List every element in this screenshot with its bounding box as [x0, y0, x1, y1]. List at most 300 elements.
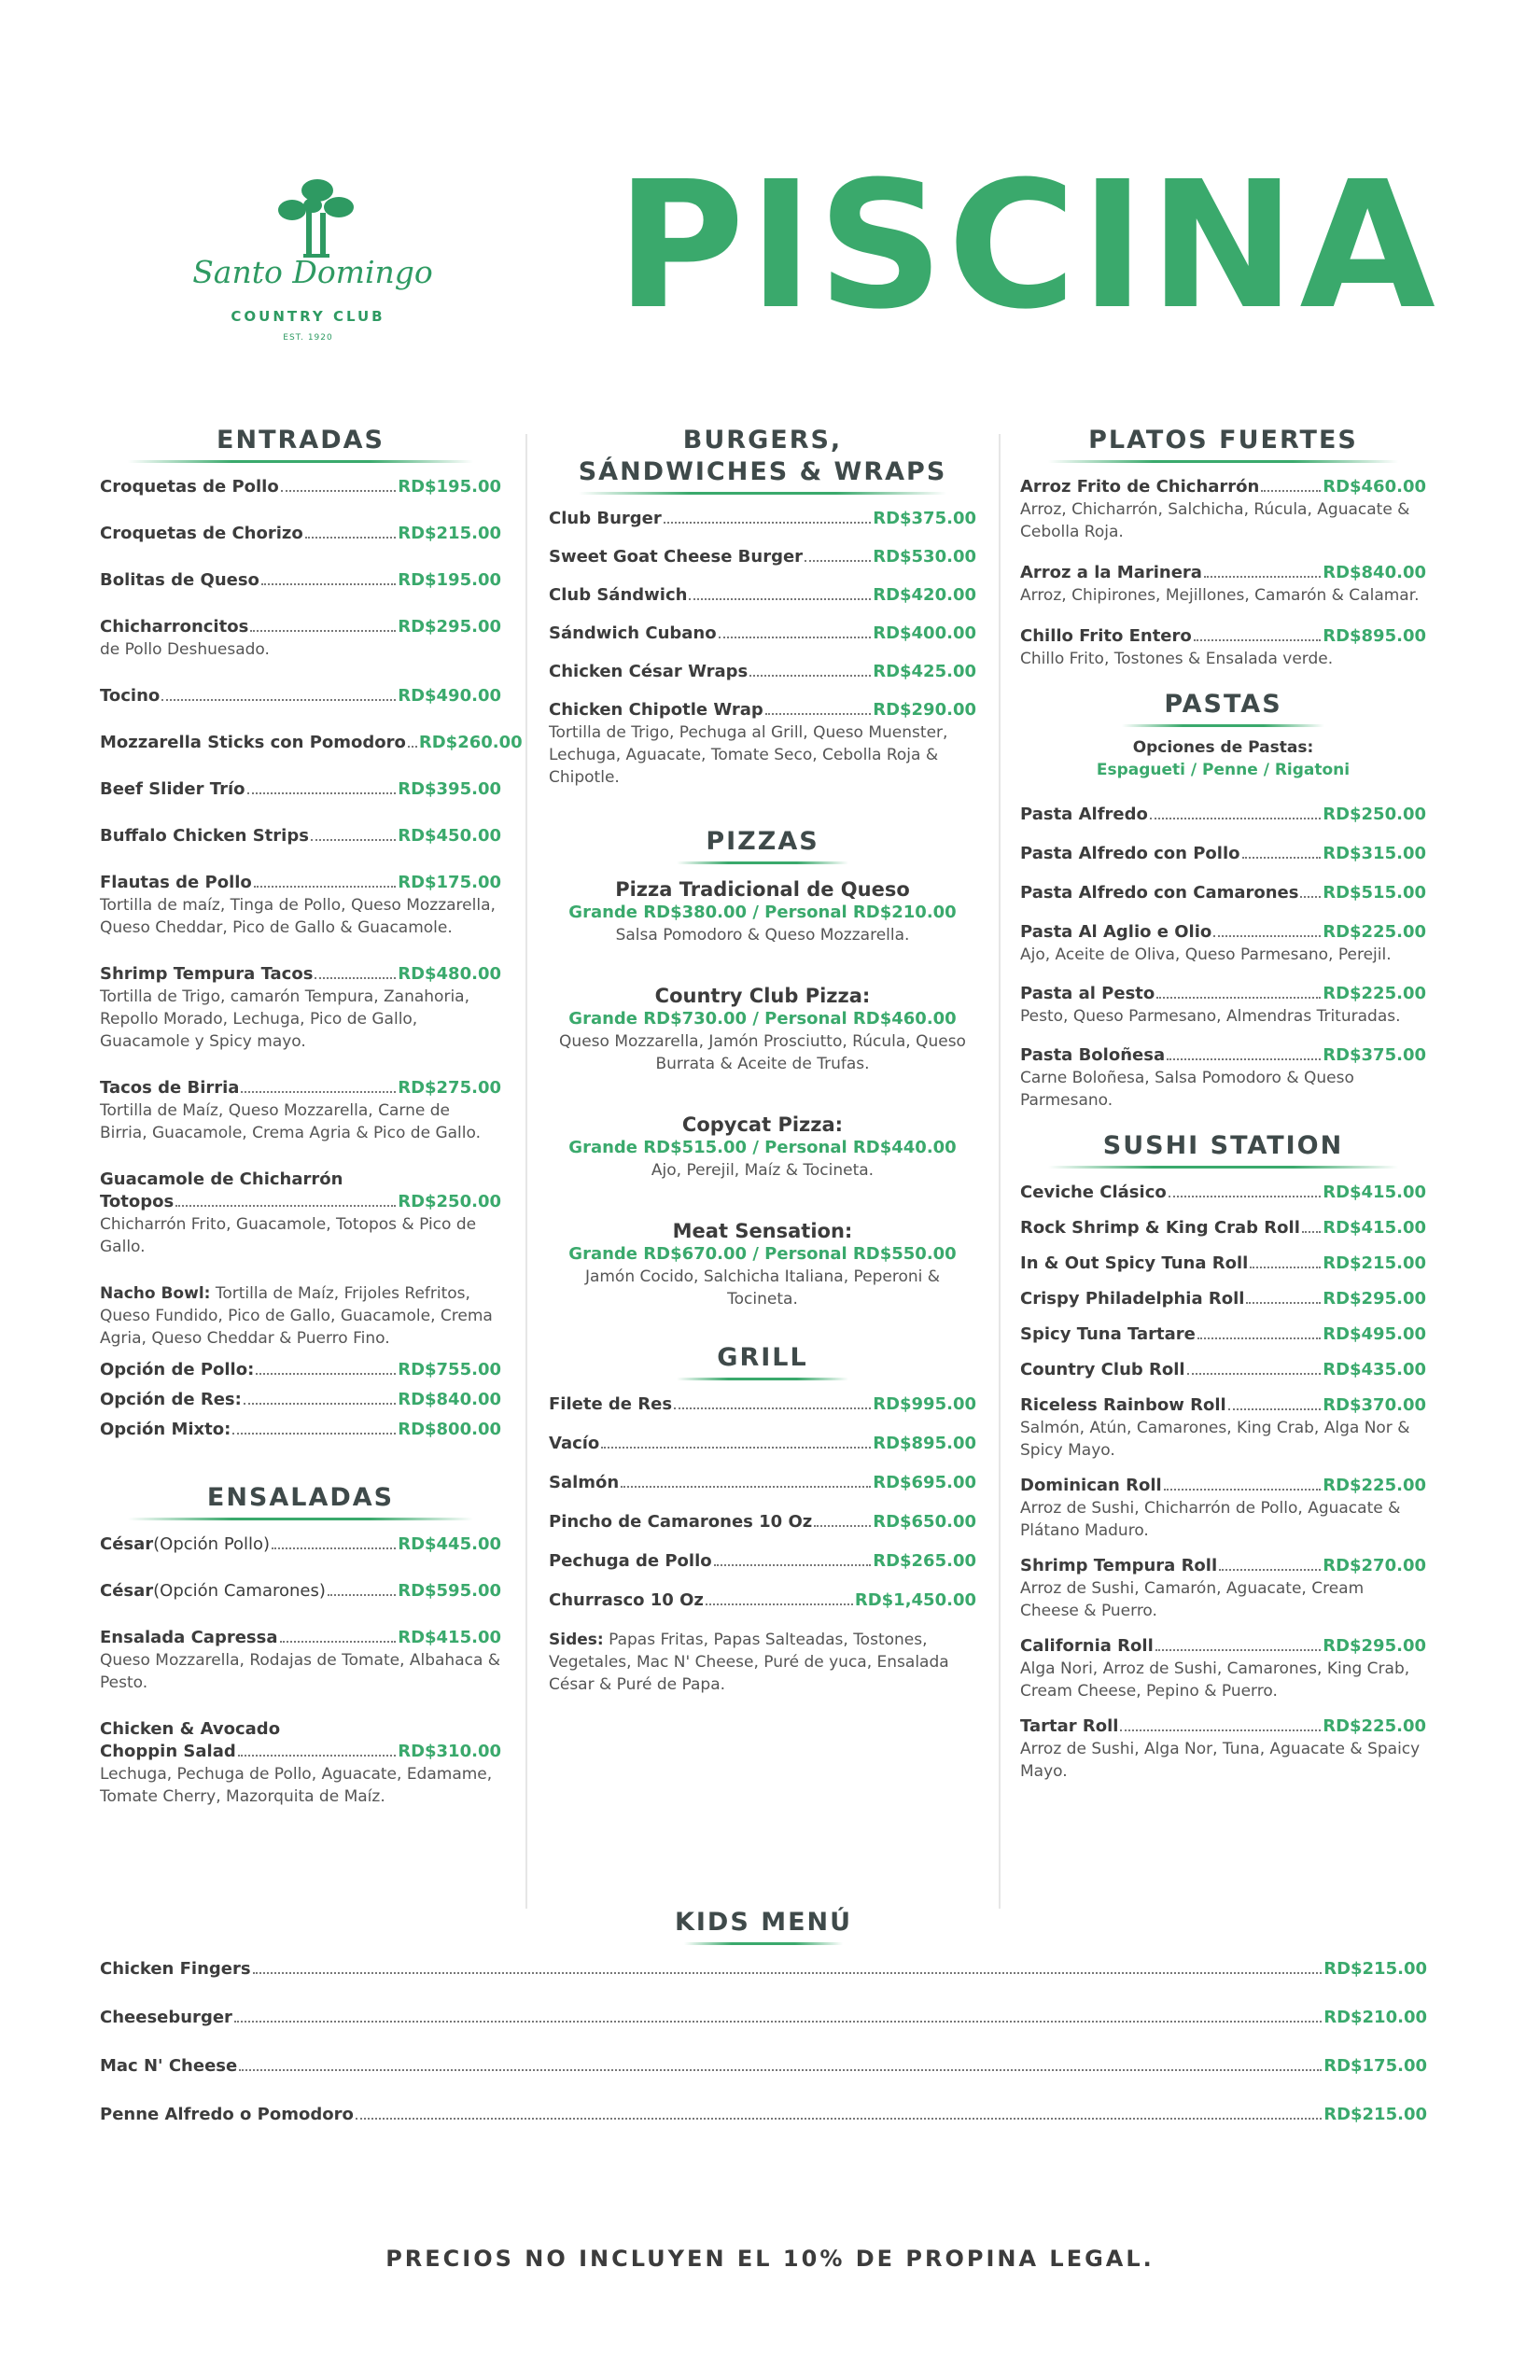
menu-item-row: [100, 1359, 501, 1381]
menu-item-name: Mac N' Cheese: [100, 2056, 238, 2076]
dot-leader: [1156, 997, 1321, 999]
menu-item-price: RD$225.00: [1323, 922, 1426, 942]
menu-item-name: Pasta Boloñesa: [1020, 1045, 1166, 1065]
section-rule: [579, 492, 946, 495]
menu-item-description: Lechuga, Pechuga de Pollo, Aguacate, Edamame, Tomate Cherry, Mazorquita de Maíz.: [100, 1765, 493, 1806]
menu-item: [1020, 1394, 1426, 1462]
menu-item: [100, 1359, 501, 1381]
menu-item: [1020, 1044, 1426, 1112]
menu-item-description: Arroz, Chipirones, Mejillones, Camarón & Calamar.: [1020, 586, 1420, 605]
menu-item: [549, 1472, 976, 1494]
menu-item-description: Queso Mozzarella, Rodajas de Tomate, Albahaca & Pesto.: [100, 1651, 501, 1692]
dot-leader: [315, 977, 396, 979]
menu-item: [1020, 882, 1426, 904]
dot-leader: [689, 598, 871, 600]
menu-item-price: RD$295.00: [398, 617, 501, 637]
section-rule: [1048, 460, 1397, 463]
menu-item: [1020, 1359, 1426, 1381]
menu-item: [100, 1958, 1427, 1981]
menu-item-price: RD$435.00: [1323, 1360, 1426, 1379]
dot-leader: [1242, 857, 1322, 859]
pizza-item: [549, 1113, 976, 1182]
menu-item-row: [549, 1550, 976, 1573]
section-title: SUSHI STATION: [1102, 1131, 1344, 1160]
menu-item-price: RD$840.00: [398, 1390, 501, 1409]
pizza-prices: Grande RD$670.00 / Personal RD$550.00: [568, 1244, 957, 1264]
dot-leader: [1197, 1337, 1321, 1339]
menu-item-row: [100, 1389, 501, 1411]
menu-item-name: Sweet Goat Cheese Burger: [549, 547, 804, 567]
menu-item-name: Shrimp Tempura Tacos: [100, 964, 314, 984]
menu-item: [100, 616, 501, 661]
section-rule: [1048, 1166, 1397, 1169]
column-left: [100, 425, 523, 1832]
menu-item-name-line1: Chicken & Avocado: [100, 1719, 281, 1739]
section-title: GRILL: [717, 1343, 808, 1372]
menu-item-row: [1020, 1359, 1426, 1381]
dot-leader: [261, 583, 396, 585]
menu-item-price: RD$450.00: [398, 826, 501, 846]
menu-item-description: Tortilla de maíz, Tinga de Pollo, Queso Mozzarella, Queso Cheddar, Pico de Gallo & Guacamole.: [100, 896, 496, 937]
dot-leader: [714, 1564, 872, 1566]
menu-item-price: RD$395.00: [398, 779, 501, 799]
menu-item-price: RD$490.00: [398, 686, 501, 706]
pastas-options-label: Opciones de Pastas:: [1132, 738, 1314, 757]
menu-item: [100, 872, 501, 939]
menu-item-description: Arroz de Sushi, Chicharrón de Pollo, Aguacate & Plátano Maduro.: [1020, 1499, 1401, 1540]
menu-item-name: César: [100, 1581, 154, 1601]
menu-item-name: Chicken Fingers: [100, 1959, 251, 1979]
menu-item-note: (Opción Pollo): [153, 1534, 271, 1554]
menu-item-row: [549, 699, 976, 721]
menu-item-name: Tocino: [100, 686, 161, 706]
menu-item-name: Totopos: [100, 1192, 175, 1211]
pizzas-list: [549, 877, 976, 1310]
menu-item-price: RD$260.00: [418, 733, 523, 752]
menu-item-price: RD$210.00: [1323, 2008, 1427, 2027]
logo-script-text: Santo Domingo: [192, 254, 433, 290]
menu-item: [100, 825, 501, 847]
menu-item-row: [1020, 882, 1426, 904]
dot-leader: [250, 630, 396, 632]
nacho-bowl-text: Tortilla de Maíz, Frijoles Refritos, Queso Fundido, Pico de Gallo, Guacamole, Crema Agria, Queso Cheddar & Puerro Fino.: [100, 1284, 493, 1348]
dot-leader: [234, 2021, 1322, 2023]
menu-item-row: [100, 963, 501, 986]
pizza-name: Meat Sensation:: [672, 1220, 853, 1242]
dot-leader: [805, 560, 871, 562]
menu-item-name: In & Out Spicy Tuna Roll: [1020, 1253, 1249, 1273]
menu-item-name: Rock Shrimp & King Crab Roll: [1020, 1218, 1300, 1238]
menu-item-name: Chicken Chipotle Wrap: [549, 700, 763, 720]
pastas-list: [1020, 804, 1426, 1112]
section-header-burgers: [549, 425, 976, 495]
footer-note: PRECIOS NO INCLUYEN EL 10% DE PROPINA LEGAL.: [385, 2246, 1155, 2272]
page-title: PISCINA: [616, 144, 1439, 348]
menu-item-row: [100, 1533, 501, 1556]
menu-item-price: RD$995.00: [873, 1394, 976, 1414]
menu-item: [1020, 625, 1426, 670]
menu-item-price: RD$370.00: [1323, 1395, 1426, 1415]
dot-leader: [1250, 1267, 1321, 1268]
menu-item-row: [549, 584, 976, 607]
dot-leader: [241, 1091, 396, 1093]
menu-item-price: RD$755.00: [398, 1360, 501, 1379]
menu-item-name: Opción Mixto:: [100, 1420, 231, 1439]
section-title-line1: BURGERS,: [682, 426, 843, 455]
dot-leader: [356, 2118, 1322, 2120]
section-title-line2: SÁNDWICHES & WRAPS: [578, 457, 947, 486]
menu-item-price: RD$315.00: [1323, 844, 1426, 863]
menu-item-row: [100, 476, 501, 498]
menu-item-row: [100, 1958, 1427, 1981]
menu-item-price: RD$215.00: [398, 524, 501, 543]
menu-item-name: Vacío: [549, 1434, 600, 1453]
menu-item-name: Pechuga de Pollo: [549, 1551, 712, 1571]
menu-item-price: RD$225.00: [1323, 1716, 1426, 1736]
menu-item-name: Cheeseburger: [100, 2008, 232, 2027]
menu-item-name: Beef Slider Trío: [100, 779, 245, 799]
pizza-name: Copycat Pizza:: [681, 1113, 844, 1136]
menu-item: [1020, 921, 1426, 966]
section-title: KIDS MENÚ: [674, 1908, 853, 1937]
nacho-bowl-item: [100, 1282, 501, 1350]
menu-item-name: Opción de Pollo:: [100, 1360, 255, 1379]
menu-item-price: RD$895.00: [1323, 626, 1426, 646]
menu-item: [100, 1169, 501, 1258]
dot-leader: [161, 699, 396, 701]
dot-leader: [1246, 1302, 1321, 1304]
logo-club-text: COUNTRY CLUB: [231, 308, 385, 325]
menu-item: [1020, 1475, 1426, 1542]
menu-item: [100, 732, 523, 754]
menu-item: [549, 546, 976, 568]
menu-item-name: California Roll: [1020, 1636, 1154, 1656]
menu-item-row: [1020, 1323, 1426, 1346]
pizza-item: [549, 984, 976, 1075]
tree-logo-icon: [173, 177, 453, 261]
menu-item-row: [1020, 1253, 1426, 1275]
menu-item-name: Ceviche Clásico: [1020, 1183, 1167, 1202]
menu-item-row: [549, 1511, 976, 1533]
menu-item: [100, 1389, 501, 1411]
menu-item-name: Choppin Salad: [100, 1742, 236, 1761]
section-title: ENSALADAS: [206, 1483, 395, 1512]
section-title: PLATOS FUERTES: [1088, 426, 1358, 455]
menu-item-name: César: [100, 1534, 154, 1554]
pizza-name: Country Club Pizza:: [654, 985, 871, 1007]
dot-leader: [1155, 1649, 1321, 1651]
menu-item-name: Spicy Tuna Tartare: [1020, 1324, 1196, 1344]
menu-item-price: RD$515.00: [1323, 883, 1426, 903]
dot-leader: [706, 1603, 853, 1605]
grill-sides-text: Papas Fritas, Papas Salteadas, Tostones, Vegetales, Mac N' Cheese, Puré de yuca, Ensalada César & Puré de Papa.: [549, 1631, 949, 1694]
dot-leader: [281, 490, 396, 492]
menu-item: [100, 963, 501, 1053]
menu-item: [1020, 1288, 1426, 1310]
dot-leader: [1300, 896, 1321, 898]
dot-leader: [1120, 1729, 1321, 1731]
menu-item: [1020, 476, 1426, 543]
dot-leader: [1219, 1569, 1321, 1571]
menu-item-name-line1: Guacamole de Chicharrón: [100, 1169, 343, 1189]
menu-item: [100, 1077, 501, 1144]
pizza-name: Pizza Tradicional de Queso: [615, 878, 910, 901]
menu-item-price: RD$375.00: [1323, 1045, 1426, 1065]
menu-item: [100, 1419, 501, 1441]
menu-item-row: [100, 825, 501, 847]
menu-item-row: [549, 508, 976, 530]
menu-item: [549, 1433, 976, 1455]
menu-item-price: RD$225.00: [1323, 984, 1426, 1003]
menu-item-price: RD$415.00: [1323, 1218, 1426, 1238]
dot-leader: [311, 839, 396, 841]
menu-item-name: Country Club Roll: [1020, 1360, 1185, 1379]
menu-item-row: [549, 546, 976, 568]
menu-item-name: Chicken César Wraps: [549, 662, 749, 681]
dot-leader: [601, 1447, 871, 1449]
menu-item-name: Chicharroncitos: [100, 617, 249, 637]
menu-item-row: [100, 2055, 1427, 2078]
section-header-grill: [549, 1342, 976, 1380]
platos-list: [1020, 476, 1426, 670]
menu-item: [549, 508, 976, 530]
menu-item-row: [1020, 804, 1426, 826]
menu-item-price: RD$215.00: [1323, 2105, 1427, 2124]
menu-item: [549, 1511, 976, 1533]
menu-item-row: [100, 569, 501, 592]
menu-item-price: RD$595.00: [398, 1581, 501, 1601]
menu-item-price: RD$215.00: [1323, 1959, 1427, 1979]
menu-item-description: Pesto, Queso Parmesano, Almendras Trituradas.: [1020, 1007, 1401, 1026]
menu-item: [100, 569, 501, 592]
menu-item: [1020, 1635, 1426, 1702]
menu-item: [100, 523, 501, 545]
menu-item-description: Chicharrón Frito, Guacamole, Totopos & Pico de Gallo.: [100, 1215, 477, 1256]
menu-item-name: Shrimp Tempura Roll: [1020, 1556, 1218, 1575]
menu-item: [100, 2104, 1427, 2126]
menu-item-name: Crispy Philadelphia Roll: [1020, 1289, 1245, 1309]
menu-item-row: [1020, 1182, 1426, 1204]
menu-item-name: Pasta Alfredo con Camarones: [1020, 883, 1299, 903]
menu-item-price: RD$250.00: [398, 1192, 501, 1211]
menu-item-price: RD$290.00: [873, 700, 976, 720]
menu-item-name: Dominican Roll: [1020, 1476, 1162, 1495]
dot-leader: [328, 1594, 396, 1596]
section-title: ENTRADAS: [217, 426, 385, 455]
menu-item-name: Arroz Frito de Chicharrón: [1020, 477, 1260, 497]
menu-item-name: Tacos de Birria: [100, 1078, 240, 1098]
pizza-description: Queso Mozzarella, Jamón Prosciutto, Rúcula, Queso Burrata & Aceite de Trufas.: [559, 1032, 966, 1073]
section-header-kids: [100, 1907, 1427, 1945]
dot-leader: [247, 792, 397, 794]
menu-item-name: Flautas de Pollo: [100, 873, 252, 892]
menu-item-name: Churrasco 10 Oz: [549, 1590, 704, 1610]
menu-item-name: Chillo Frito Entero: [1020, 626, 1192, 646]
dot-leader: [254, 886, 396, 888]
pizza-description: Ajo, Perejil, Maíz & Tocineta.: [651, 1161, 875, 1180]
menu-item-name: Croquetas de Chorizo: [100, 524, 303, 543]
menu-item-name: Pasta Alfredo con Pollo: [1020, 844, 1240, 863]
menu-item-row: [100, 616, 501, 638]
menu-item-price: RD$400.00: [873, 623, 976, 643]
burgers-list: [549, 508, 976, 789]
pastas-options: [1020, 736, 1426, 781]
menu-item-row: [100, 1191, 501, 1213]
menu-item: [549, 623, 976, 645]
dot-leader: [1194, 639, 1321, 641]
dot-leader: [272, 1547, 396, 1549]
menu-item-price: RD$650.00: [873, 1512, 976, 1532]
menu-item: [549, 1393, 976, 1416]
section-header-platos: [1020, 425, 1426, 463]
menu-item-description: Tortilla de Maíz, Queso Mozzarella, Carne de Birria, Guacamole, Crema Agria & Pico de Gallo.: [100, 1101, 481, 1142]
menu-item-row: [100, 1419, 501, 1441]
menu-item-row: [1020, 562, 1426, 584]
menu-item-row: [549, 1393, 976, 1416]
section-rule: [677, 1378, 847, 1380]
menu-item-price: RD$175.00: [398, 873, 501, 892]
ensaladas-list: [100, 1533, 501, 1808]
menu-item-row: [1020, 1044, 1426, 1067]
section-header-pastas: [1020, 689, 1426, 727]
menu-item-price: RD$375.00: [873, 509, 976, 528]
column-divider: [525, 434, 527, 1909]
section-rule: [1122, 724, 1325, 727]
menu-item-price: RD$420.00: [873, 585, 976, 605]
menu-item: [100, 2055, 1427, 2078]
menu-item: [1020, 1182, 1426, 1204]
menu-item-name: Salmón: [549, 1473, 620, 1492]
dot-leader: [253, 1972, 1323, 1974]
menu-item: [549, 1550, 976, 1573]
menu-item-price: RD$310.00: [398, 1742, 501, 1761]
menu-item-row: [100, 2104, 1427, 2126]
menu-item: [549, 661, 976, 683]
dot-leader: [1228, 1408, 1322, 1410]
column-divider: [999, 434, 1001, 1909]
menu-item-name: Filete de Res: [549, 1394, 673, 1414]
menu-item-price: RD$460.00: [1323, 477, 1426, 497]
dot-leader: [814, 1525, 871, 1527]
menu-item-price: RD$275.00: [398, 1078, 501, 1098]
menu-item-row: [1020, 476, 1426, 498]
menu-item-price: RD$415.00: [398, 1628, 501, 1647]
grill-sides-label: Sides:: [549, 1631, 604, 1649]
menu-item-description: de Pollo Deshuesado.: [100, 640, 270, 659]
menu-item-description: Salmón, Atún, Camarones, King Crab, Alga Nor & Spicy Mayo.: [1020, 1419, 1410, 1460]
section-header-sushi: [1020, 1130, 1426, 1169]
section-header-pizzas: [549, 826, 976, 864]
dot-leader: [621, 1486, 871, 1488]
menu-item-price: RD$270.00: [1323, 1556, 1426, 1575]
menu-item-row: [549, 623, 976, 645]
menu-item-description: Carne Boloñesa, Salsa Pomodoro & Queso Parmesano.: [1020, 1069, 1354, 1110]
menu-item-name: Riceless Rainbow Roll: [1020, 1395, 1226, 1415]
menu-item-row: [100, 1077, 501, 1099]
menu-item-name: Sándwich Cubano: [549, 623, 717, 643]
pastas-options-values: Espagueti / Penne / Rigatoni: [1096, 761, 1351, 779]
dot-leader: [1150, 818, 1321, 819]
entradas-list: [100, 476, 523, 1258]
menu-item-price: RD$415.00: [1323, 1183, 1426, 1202]
menu-item-price: RD$295.00: [1323, 1636, 1426, 1656]
menu-item-price: RD$295.00: [1323, 1289, 1426, 1309]
nacho-bowl-desc: [100, 1282, 501, 1350]
menu-item: [549, 699, 976, 789]
menu-item: [100, 1627, 501, 1694]
menu-item-description: Ajo, Aceite de Oliva, Queso Parmesano, Perejil.: [1020, 945, 1392, 964]
menu-item: [100, 2007, 1427, 2029]
menu-item-description: Chillo Frito, Tostones & Ensalada verde.: [1020, 650, 1334, 668]
menu-item-row: [100, 523, 501, 545]
menu-item: [1020, 1555, 1426, 1622]
pizza-prices: Grande RD$380.00 / Personal RD$210.00: [568, 903, 957, 922]
menu-item-price: RD$195.00: [398, 570, 501, 590]
dot-leader: [1187, 1373, 1322, 1375]
menu-item-row: [100, 732, 523, 754]
menu-item-row: [1020, 1555, 1426, 1577]
menu-item-description: Arroz de Sushi, Camarón, Aguacate, Cream Cheese & Puerro.: [1020, 1579, 1365, 1620]
menu-item-price: RD$495.00: [1323, 1324, 1426, 1344]
menu-item-description: Alga Nori, Arroz de Sushi, Camarones, King Crab, Cream Cheese, Pepino & Puerro.: [1020, 1659, 1410, 1701]
menu-item-price: RD$530.00: [873, 547, 976, 567]
menu-item-row: [549, 661, 976, 683]
menu-item-price: RD$445.00: [398, 1534, 501, 1554]
menu-item-row: [1020, 921, 1426, 944]
menu-item-price: RD$840.00: [1323, 563, 1426, 582]
dot-leader: [232, 1433, 396, 1435]
menu-item: [100, 476, 501, 498]
menu-item-note: (Opción Camarones): [153, 1581, 326, 1601]
menu-item-row: [100, 1580, 501, 1603]
menu-item-price: RD$265.00: [873, 1551, 976, 1571]
dot-leader: [239, 2069, 1322, 2071]
menu-item-row: [100, 872, 501, 894]
menu-item: [1020, 1715, 1426, 1783]
section-rule: [128, 1518, 473, 1520]
menu-item-row: [1020, 1217, 1426, 1239]
dot-leader: [765, 713, 871, 715]
menu-item-row: [1020, 1635, 1426, 1658]
kids-section: [100, 1907, 1427, 2152]
dot-leader: [749, 675, 871, 677]
menu-item-name: Arroz a la Marinera: [1020, 563, 1202, 582]
nacho-options-list: [100, 1359, 501, 1441]
menu-item-row: [100, 2007, 1427, 2029]
menu-item-row: [1020, 625, 1426, 648]
menu-item-row: [100, 1627, 501, 1649]
menu-item: [100, 1580, 501, 1603]
section-rule: [684, 1942, 844, 1945]
dot-leader: [1169, 1196, 1321, 1197]
dot-leader: [1261, 490, 1321, 492]
menu-item-price: RD$215.00: [1323, 1253, 1426, 1273]
menu-item-price: RD$225.00: [1323, 1476, 1426, 1495]
dot-leader: [1204, 576, 1321, 578]
dot-leader: [256, 1373, 396, 1375]
menu-item: [100, 1718, 501, 1808]
dot-leader: [664, 522, 871, 524]
menu-item-row: [549, 1589, 976, 1612]
dot-leader: [408, 746, 417, 748]
dot-leader: [280, 1641, 397, 1643]
grill-list: [549, 1393, 976, 1612]
menu-item-name: Tartar Roll: [1020, 1716, 1119, 1736]
menu-item-price: RD$695.00: [873, 1473, 976, 1492]
menu-item: [549, 584, 976, 607]
menu-item-row: [1020, 1715, 1426, 1738]
menu-item-price: RD$800.00: [398, 1420, 501, 1439]
